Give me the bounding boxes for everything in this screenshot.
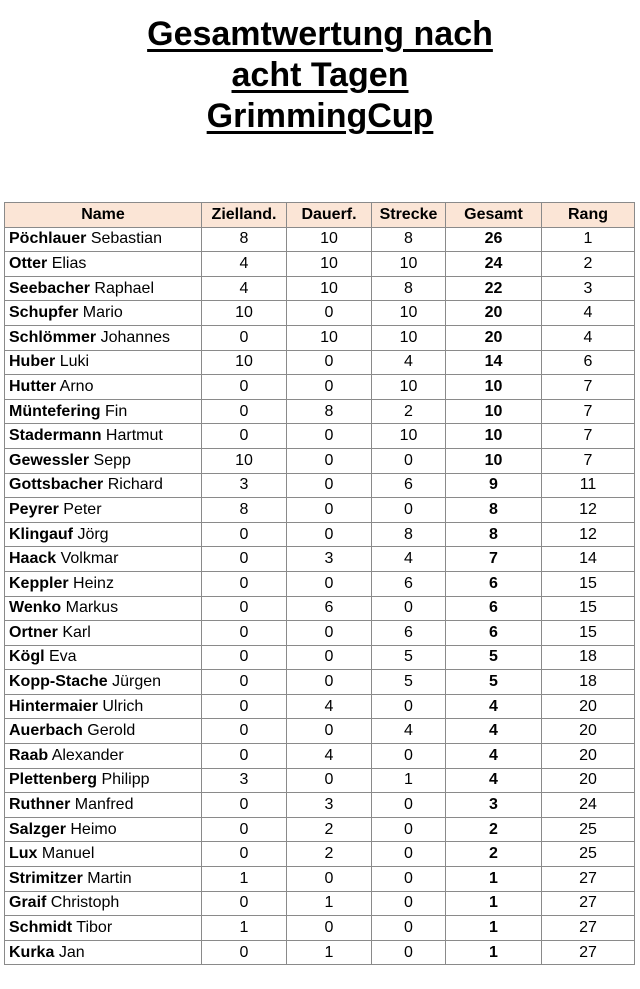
- first-name: Markus: [65, 599, 119, 617]
- cell-gesamt: 5: [446, 645, 542, 670]
- last-name: Strimitzer: [9, 869, 83, 887]
- first-name: Sebastian: [90, 230, 162, 248]
- cell-rang: 11: [542, 473, 635, 498]
- cell-rang: 20: [542, 694, 635, 719]
- table-row: [5, 448, 635, 473]
- first-name: Heinz: [73, 574, 114, 592]
- cell-zielland: 4: [202, 276, 287, 301]
- cell-name: [5, 793, 202, 818]
- cell-name: [5, 645, 202, 670]
- cell-dauerf: 2: [287, 817, 372, 842]
- cell-strecke: 5: [372, 670, 446, 695]
- cell-rang: 4: [542, 301, 635, 326]
- cell-strecke: 8: [372, 227, 446, 252]
- header-dauerf: Dauerf.: [287, 203, 372, 228]
- table-row: [5, 301, 635, 326]
- cell-dauerf: 0: [287, 645, 372, 670]
- cell-rang: 27: [542, 916, 635, 941]
- cell-name: [5, 817, 202, 842]
- cell-strecke: 8: [372, 276, 446, 301]
- cell-zielland: 0: [202, 694, 287, 719]
- cell-rang: 18: [542, 645, 635, 670]
- cell-gesamt: 14: [446, 350, 542, 375]
- cell-strecke: 10: [372, 424, 446, 449]
- cell-name: [5, 670, 202, 695]
- last-name: Müntefering: [9, 402, 101, 420]
- cell-dauerf: 0: [287, 867, 372, 892]
- first-name: Johannes: [100, 328, 170, 346]
- cell-gesamt: 10: [446, 399, 542, 424]
- last-name: Pöchlauer: [9, 230, 87, 248]
- first-name: Eva: [49, 648, 77, 666]
- cell-strecke: 5: [372, 645, 446, 670]
- cell-gesamt: 4: [446, 744, 542, 769]
- cell-dauerf: 0: [287, 522, 372, 547]
- cell-zielland: 0: [202, 596, 287, 621]
- table-row: [5, 547, 635, 572]
- table-row: [5, 916, 635, 941]
- last-name: Graif: [9, 894, 47, 912]
- last-name: Auerbach: [9, 722, 83, 740]
- last-name: Hutter: [9, 377, 57, 395]
- cell-gesamt: 4: [446, 768, 542, 793]
- cell-dauerf: 0: [287, 621, 372, 646]
- cell-dauerf: 10: [287, 325, 372, 350]
- table-row: [5, 473, 635, 498]
- table-row: [5, 252, 635, 277]
- last-name: Haack: [9, 550, 57, 568]
- cell-name: [5, 744, 202, 769]
- cell-name: [5, 940, 202, 965]
- last-name: Lux: [9, 845, 38, 863]
- first-name: Volkmar: [60, 550, 119, 568]
- cell-rang: 15: [542, 596, 635, 621]
- cell-rang: 25: [542, 817, 635, 842]
- cell-rang: 2: [542, 252, 635, 277]
- first-name: Arno: [59, 377, 94, 395]
- cell-dauerf: 0: [287, 670, 372, 695]
- cell-zielland: 10: [202, 448, 287, 473]
- first-name: Mario: [82, 304, 123, 322]
- cell-strecke: 10: [372, 252, 446, 277]
- last-name: Schmidt: [9, 919, 73, 937]
- cell-name: [5, 399, 202, 424]
- first-name: Fin: [105, 402, 128, 420]
- cell-gesamt: 2: [446, 817, 542, 842]
- first-name: Tibor: [76, 919, 113, 937]
- cell-dauerf: 0: [287, 375, 372, 400]
- cell-dauerf: 0: [287, 571, 372, 596]
- cell-rang: 3: [542, 276, 635, 301]
- cell-name: [5, 621, 202, 646]
- cell-rang: 12: [542, 498, 635, 523]
- cell-zielland: 8: [202, 227, 287, 252]
- cell-zielland: 0: [202, 399, 287, 424]
- cell-name: [5, 694, 202, 719]
- cell-rang: 20: [542, 768, 635, 793]
- cell-strecke: 4: [372, 719, 446, 744]
- header-name: Name: [5, 203, 202, 228]
- cell-dauerf: 0: [287, 473, 372, 498]
- cell-gesamt: 8: [446, 522, 542, 547]
- cell-name: [5, 547, 202, 572]
- cell-rang: 7: [542, 448, 635, 473]
- last-name: Schlömmer: [9, 328, 97, 346]
- table-row: [5, 817, 635, 842]
- cell-rang: 25: [542, 842, 635, 867]
- table-row: [5, 670, 635, 695]
- cell-dauerf: 0: [287, 350, 372, 375]
- cell-strecke: 6: [372, 571, 446, 596]
- cell-zielland: 0: [202, 621, 287, 646]
- cell-zielland: 0: [202, 522, 287, 547]
- cell-gesamt: 26: [446, 227, 542, 252]
- cell-dauerf: 6: [287, 596, 372, 621]
- cell-strecke: 0: [372, 694, 446, 719]
- last-name: Ortner: [9, 623, 58, 641]
- cell-strecke: 6: [372, 473, 446, 498]
- table-row: [5, 891, 635, 916]
- cell-name: [5, 916, 202, 941]
- first-name: Heimo: [70, 820, 117, 838]
- last-name: Klingauf: [9, 525, 73, 543]
- cell-dauerf: 0: [287, 719, 372, 744]
- first-name: Gerold: [87, 722, 136, 740]
- cell-gesamt: 20: [446, 325, 542, 350]
- cell-gesamt: 6: [446, 571, 542, 596]
- cell-dauerf: 0: [287, 424, 372, 449]
- first-name: Karl: [62, 623, 91, 641]
- cell-dauerf: 10: [287, 276, 372, 301]
- cell-gesamt: 5: [446, 670, 542, 695]
- standings-table: [4, 202, 635, 965]
- last-name: Gewessler: [9, 451, 90, 469]
- cell-name: [5, 252, 202, 277]
- cell-zielland: 0: [202, 325, 287, 350]
- cell-strecke: 0: [372, 940, 446, 965]
- cell-name: [5, 424, 202, 449]
- cell-name: [5, 473, 202, 498]
- cell-zielland: 4: [202, 252, 287, 277]
- first-name: Jürgen: [112, 673, 162, 691]
- page-title: [0, 14, 640, 137]
- title-line-2: acht Tagen: [231, 56, 409, 94]
- table-row: [5, 744, 635, 769]
- cell-strecke: 10: [372, 301, 446, 326]
- last-name: Huber: [9, 353, 56, 371]
- cell-rang: 15: [542, 621, 635, 646]
- last-name: Raab: [9, 746, 49, 764]
- cell-rang: 6: [542, 350, 635, 375]
- last-name: Seebacher: [9, 279, 90, 297]
- first-name: Raphael: [94, 279, 154, 297]
- last-name: Salzger: [9, 820, 66, 838]
- cell-name: [5, 867, 202, 892]
- cell-zielland: 0: [202, 744, 287, 769]
- first-name: Alexander: [51, 746, 124, 764]
- table-row: [5, 375, 635, 400]
- cell-gesamt: 10: [446, 448, 542, 473]
- cell-dauerf: 3: [287, 793, 372, 818]
- header-zielland: Zielland.: [202, 203, 287, 228]
- cell-strecke: 1: [372, 768, 446, 793]
- cell-strecke: 0: [372, 891, 446, 916]
- cell-strecke: 10: [372, 325, 446, 350]
- cell-gesamt: 20: [446, 301, 542, 326]
- table-row: [5, 227, 635, 252]
- cell-zielland: 0: [202, 842, 287, 867]
- cell-name: [5, 891, 202, 916]
- cell-zielland: 3: [202, 473, 287, 498]
- cell-dauerf: 0: [287, 498, 372, 523]
- cell-dauerf: 1: [287, 891, 372, 916]
- cell-gesamt: 1: [446, 867, 542, 892]
- cell-gesamt: 10: [446, 375, 542, 400]
- cell-gesamt: 7: [446, 547, 542, 572]
- cell-name: [5, 301, 202, 326]
- cell-dauerf: 10: [287, 252, 372, 277]
- first-name: Philipp: [101, 771, 150, 789]
- title-line-3: GrimmingCup: [206, 97, 434, 135]
- cell-rang: 20: [542, 744, 635, 769]
- table-row: [5, 325, 635, 350]
- table-row: [5, 424, 635, 449]
- cell-strecke: 0: [372, 793, 446, 818]
- last-name: Gottsbacher: [9, 476, 104, 494]
- cell-name: [5, 768, 202, 793]
- cell-name: [5, 571, 202, 596]
- table-row: [5, 522, 635, 547]
- first-name: Martin: [87, 869, 132, 887]
- cell-rang: 7: [542, 375, 635, 400]
- cell-zielland: 1: [202, 916, 287, 941]
- cell-rang: 18: [542, 670, 635, 695]
- cell-gesamt: 4: [446, 694, 542, 719]
- cell-gesamt: 24: [446, 252, 542, 277]
- title-line-1: Gesamtwertung nach: [147, 15, 493, 53]
- cell-gesamt: 22: [446, 276, 542, 301]
- first-name: Luki: [59, 353, 90, 371]
- cell-name: [5, 719, 202, 744]
- table-header-row: [5, 203, 635, 228]
- cell-zielland: 0: [202, 424, 287, 449]
- cell-rang: 7: [542, 424, 635, 449]
- cell-name: [5, 350, 202, 375]
- cell-rang: 7: [542, 399, 635, 424]
- cell-name: [5, 448, 202, 473]
- last-name: Hintermaier: [9, 697, 98, 715]
- table-row: [5, 498, 635, 523]
- cell-rang: 4: [542, 325, 635, 350]
- cell-zielland: 10: [202, 350, 287, 375]
- cell-zielland: 0: [202, 719, 287, 744]
- cell-zielland: 8: [202, 498, 287, 523]
- cell-gesamt: 3: [446, 793, 542, 818]
- table-row: [5, 719, 635, 744]
- last-name: Kopp-Stache: [9, 673, 108, 691]
- cell-strecke: 0: [372, 498, 446, 523]
- last-name: Otter: [9, 254, 48, 272]
- cell-dauerf: 1: [287, 940, 372, 965]
- first-name: Manfred: [74, 796, 134, 814]
- cell-gesamt: 8: [446, 498, 542, 523]
- last-name: Schupfer: [9, 304, 79, 322]
- cell-gesamt: 9: [446, 473, 542, 498]
- cell-strecke: 4: [372, 350, 446, 375]
- cell-rang: 24: [542, 793, 635, 818]
- cell-gesamt: 4: [446, 719, 542, 744]
- first-name: Ulrich: [102, 697, 144, 715]
- cell-strecke: 0: [372, 448, 446, 473]
- cell-name: [5, 596, 202, 621]
- last-name: Stadermann: [9, 427, 102, 445]
- first-name: Hartmut: [105, 427, 163, 445]
- cell-rang: 15: [542, 571, 635, 596]
- cell-strecke: 6: [372, 621, 446, 646]
- cell-gesamt: 6: [446, 621, 542, 646]
- cell-dauerf: 4: [287, 744, 372, 769]
- cell-rang: 14: [542, 547, 635, 572]
- table-row: [5, 694, 635, 719]
- first-name: Elias: [51, 254, 87, 272]
- cell-name: [5, 522, 202, 547]
- cell-dauerf: 2: [287, 842, 372, 867]
- table-row: [5, 793, 635, 818]
- table-row: [5, 571, 635, 596]
- first-name: Manuel: [41, 845, 95, 863]
- last-name: Plettenberg: [9, 771, 98, 789]
- cell-zielland: 0: [202, 375, 287, 400]
- cell-gesamt: 6: [446, 596, 542, 621]
- last-name: Wenko: [9, 599, 62, 617]
- cell-strecke: 0: [372, 817, 446, 842]
- last-name: Ruthner: [9, 796, 71, 814]
- cell-gesamt: 1: [446, 891, 542, 916]
- cell-gesamt: 1: [446, 940, 542, 965]
- cell-zielland: 0: [202, 793, 287, 818]
- last-name: Keppler: [9, 574, 69, 592]
- cell-dauerf: 4: [287, 694, 372, 719]
- cell-zielland: 0: [202, 547, 287, 572]
- cell-zielland: 0: [202, 571, 287, 596]
- cell-dauerf: 0: [287, 768, 372, 793]
- table-row: [5, 768, 635, 793]
- cell-strecke: 0: [372, 744, 446, 769]
- last-name: Kurka: [9, 943, 55, 961]
- cell-zielland: 1: [202, 867, 287, 892]
- cell-rang: 20: [542, 719, 635, 744]
- cell-dauerf: 0: [287, 301, 372, 326]
- cell-rang: 27: [542, 867, 635, 892]
- table-row: [5, 276, 635, 301]
- table-row: [5, 621, 635, 646]
- first-name: Sepp: [93, 451, 131, 469]
- first-name: Christoph: [50, 894, 120, 912]
- cell-zielland: 0: [202, 670, 287, 695]
- header-rang: Rang: [542, 203, 635, 228]
- header-strecke: Strecke: [372, 203, 446, 228]
- cell-strecke: 8: [372, 522, 446, 547]
- first-name: Richard: [107, 476, 163, 494]
- cell-name: [5, 498, 202, 523]
- cell-zielland: 0: [202, 940, 287, 965]
- cell-name: [5, 375, 202, 400]
- cell-strecke: 0: [372, 867, 446, 892]
- table-row: [5, 596, 635, 621]
- cell-zielland: 0: [202, 891, 287, 916]
- cell-zielland: 10: [202, 301, 287, 326]
- cell-rang: 12: [542, 522, 635, 547]
- cell-strecke: 0: [372, 596, 446, 621]
- cell-strecke: 0: [372, 842, 446, 867]
- cell-dauerf: 0: [287, 916, 372, 941]
- cell-name: [5, 276, 202, 301]
- table-row: [5, 350, 635, 375]
- table-row: [5, 842, 635, 867]
- cell-zielland: 0: [202, 817, 287, 842]
- table-row: [5, 867, 635, 892]
- cell-dauerf: 8: [287, 399, 372, 424]
- last-name: Peyrer: [9, 500, 59, 518]
- cell-gesamt: 2: [446, 842, 542, 867]
- cell-strecke: 4: [372, 547, 446, 572]
- cell-rang: 27: [542, 940, 635, 965]
- cell-strecke: 10: [372, 375, 446, 400]
- cell-dauerf: 10: [287, 227, 372, 252]
- header-gesamt: Gesamt: [446, 203, 542, 228]
- cell-strecke: 0: [372, 916, 446, 941]
- first-name: Jan: [58, 943, 85, 961]
- last-name: Kögl: [9, 648, 45, 666]
- cell-zielland: 3: [202, 768, 287, 793]
- cell-rang: 27: [542, 891, 635, 916]
- cell-gesamt: 1: [446, 916, 542, 941]
- first-name: Jörg: [77, 525, 109, 543]
- cell-name: [5, 325, 202, 350]
- cell-dauerf: 3: [287, 547, 372, 572]
- cell-strecke: 2: [372, 399, 446, 424]
- table-row: [5, 399, 635, 424]
- table-row: [5, 645, 635, 670]
- cell-name: [5, 227, 202, 252]
- cell-gesamt: 10: [446, 424, 542, 449]
- cell-dauerf: 0: [287, 448, 372, 473]
- cell-zielland: 0: [202, 645, 287, 670]
- cell-name: [5, 842, 202, 867]
- first-name: Peter: [63, 500, 102, 518]
- cell-rang: 1: [542, 227, 635, 252]
- table-row: [5, 940, 635, 965]
